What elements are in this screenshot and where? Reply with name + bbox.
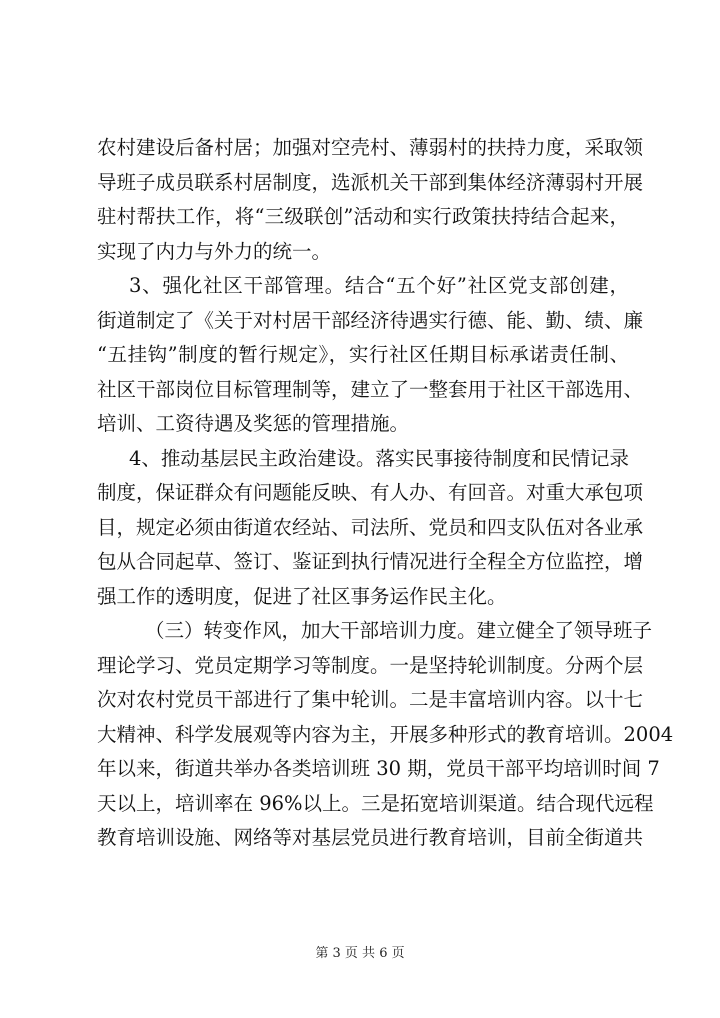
text-line: 年以来，街道共举办各类培训班 30 期，党员干部平均培训时间 7 xyxy=(97,757,660,780)
text-line: 制度，保证群众有问题能反映、有人办、有回音。对重大承包项 xyxy=(97,481,644,504)
body-text xyxy=(97,131,674,856)
text-line: 目，规定必须由街道农经站、司法所、党员和四支队伍对各业承 xyxy=(97,515,644,539)
text-line: 导班子成员联系村居制度，选派机关干部到集体经济薄弱村开展 xyxy=(97,170,644,194)
text-line: 天以上，培训率在 96%以上。三是拓宽培训渠道。结合现代远程 xyxy=(97,791,654,815)
text-line: 大精神、科学发展观等内容为主，开展多种形式的教育培训。2004 xyxy=(97,722,674,746)
text-line: 包从合同起草、签订、鉴证到执行情况进行全程全方位监控，增 xyxy=(97,550,644,573)
text-line: 农村建设后备村居；加强对空壳村、薄弱村的扶持力度，采取领 xyxy=(97,136,644,159)
text-line: 教育培训设施、网络等对基层党员进行教育培训，目前全街道共 xyxy=(97,826,644,849)
text-line: 街道制定了《关于对村居干部经济待遇实行德、能、勤、绩、廉 xyxy=(97,308,644,332)
section-heading-line: 4、推动基层民主政治建设。落实民事接待制度和民情记录 xyxy=(129,446,629,470)
section-heading-line: （三）转变作风，加大干部培训力度。建立健全了领导班子 xyxy=(145,619,653,642)
text-line: 培训、工资待遇及奖惩的管理措施。 xyxy=(97,412,410,435)
text-line: 次对农村党员干部进行了集中轮训。二是丰富培训内容。以十七 xyxy=(97,688,644,711)
text-line: 社区干部岗位目标管理制等，建立了一整套用于社区干部选用、 xyxy=(97,377,644,401)
page-number-footer: 第 3 页 共 6 页 xyxy=(315,946,405,961)
text-line: 强工作的透明度，促进了社区事务运作民主化。 xyxy=(97,584,507,608)
text-line: 驻村帮扶工作，将“三级联创”活动和实行政策扶持结合起来， xyxy=(97,205,629,228)
section-heading-line: 3、强化社区干部管理。结合“五个好”社区党支部创建， xyxy=(129,274,629,297)
text-line: “五挂钩”制度的暂行规定》，实行社区任期目标承诺责任制、 xyxy=(97,343,629,366)
text-line: 理论学习、党员定期学习等制度。一是坚持轮训制度。分两个层 xyxy=(97,653,644,677)
text-line: 实现了内力与外力的统一。 xyxy=(97,239,332,263)
